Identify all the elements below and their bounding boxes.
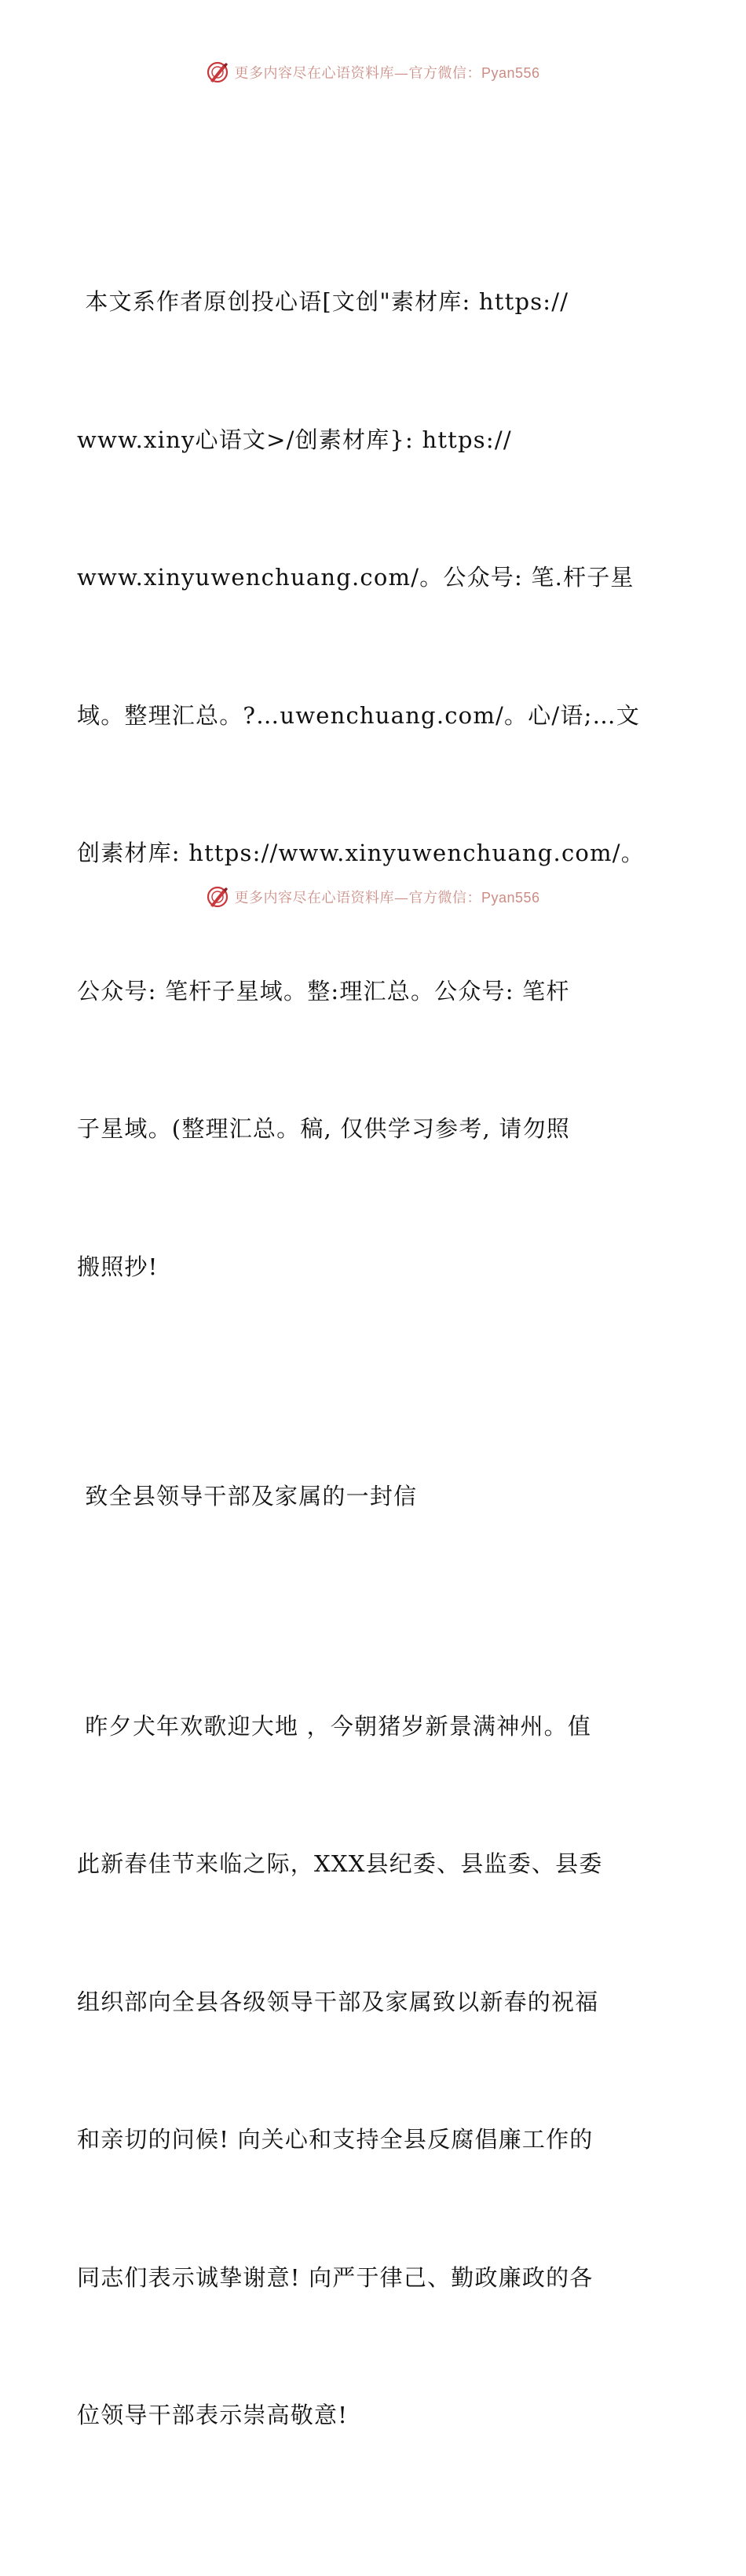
letter-body-paragraph [77,1612,674,2530]
intro-notice-paragraph [77,187,674,1381]
body-line: 组织部向全县各级领导干部及家属致以新春的祝福 [77,1988,599,2015]
letter-title: 致全县领导干部及家属的一封信 [77,1483,418,1509]
intro-line: 创素材库: https://www.xinyuwenchuang.com/。 [77,840,645,866]
intro-line: www.xiny心语文>/创素材库}: https:// [77,426,512,453]
body-line: 和亲切的问候! 向关心和支持全县反腐倡廉工作的 [77,2126,594,2153]
header-watermark-banner [0,57,746,88]
red-pen-seal-logo-icon [206,885,229,909]
footer-watermark-banner [0,881,746,913]
footer-watermark-handle: Pyan556 [481,890,540,906]
intro-line: 子星域。(整理汇总。稿, 仅供学习参考, 请勿照 [77,1115,570,1142]
body-line: 昨夕犬年欢歌迎大地 ，今朝猪岁新景满神州。值 [77,1712,592,1740]
document-body [77,95,674,2576]
intro-line: 搬照抄! [77,1253,159,1280]
body-line: 此新春佳节来临之际，XXX县纪委、县监委、县委 [77,1850,603,1877]
intro-line: www.xinyuwenchuang.com/。公众号: 笔.杆子星 [77,564,634,591]
header-watermark-handle: Pyan556 [481,65,540,81]
intro-line: 域。整理汇总。?…uwenchuang.com/。心/语;…文 [77,701,640,729]
red-pen-seal-logo-icon [206,60,229,84]
footer-watermark-text: 更多内容尽在心语资料库—官方微信：Pyan556 [234,890,540,906]
body-line: 同志们表示诚挚谢意! 向严于律己、勤政廉政的各 [77,2263,594,2291]
intro-line: 公众号: 笔杆子星域。整:理汇总。公众号: 笔杆 [77,977,570,1004]
header-watermark-text: 更多内容尽在心语资料库—官方微信：Pyan556 [234,65,540,82]
intro-line: 本文系作者原创投心语[文创"素材库: https:// [77,288,569,315]
body-line: 位领导干部表示崇高敬意! [77,2402,349,2428]
